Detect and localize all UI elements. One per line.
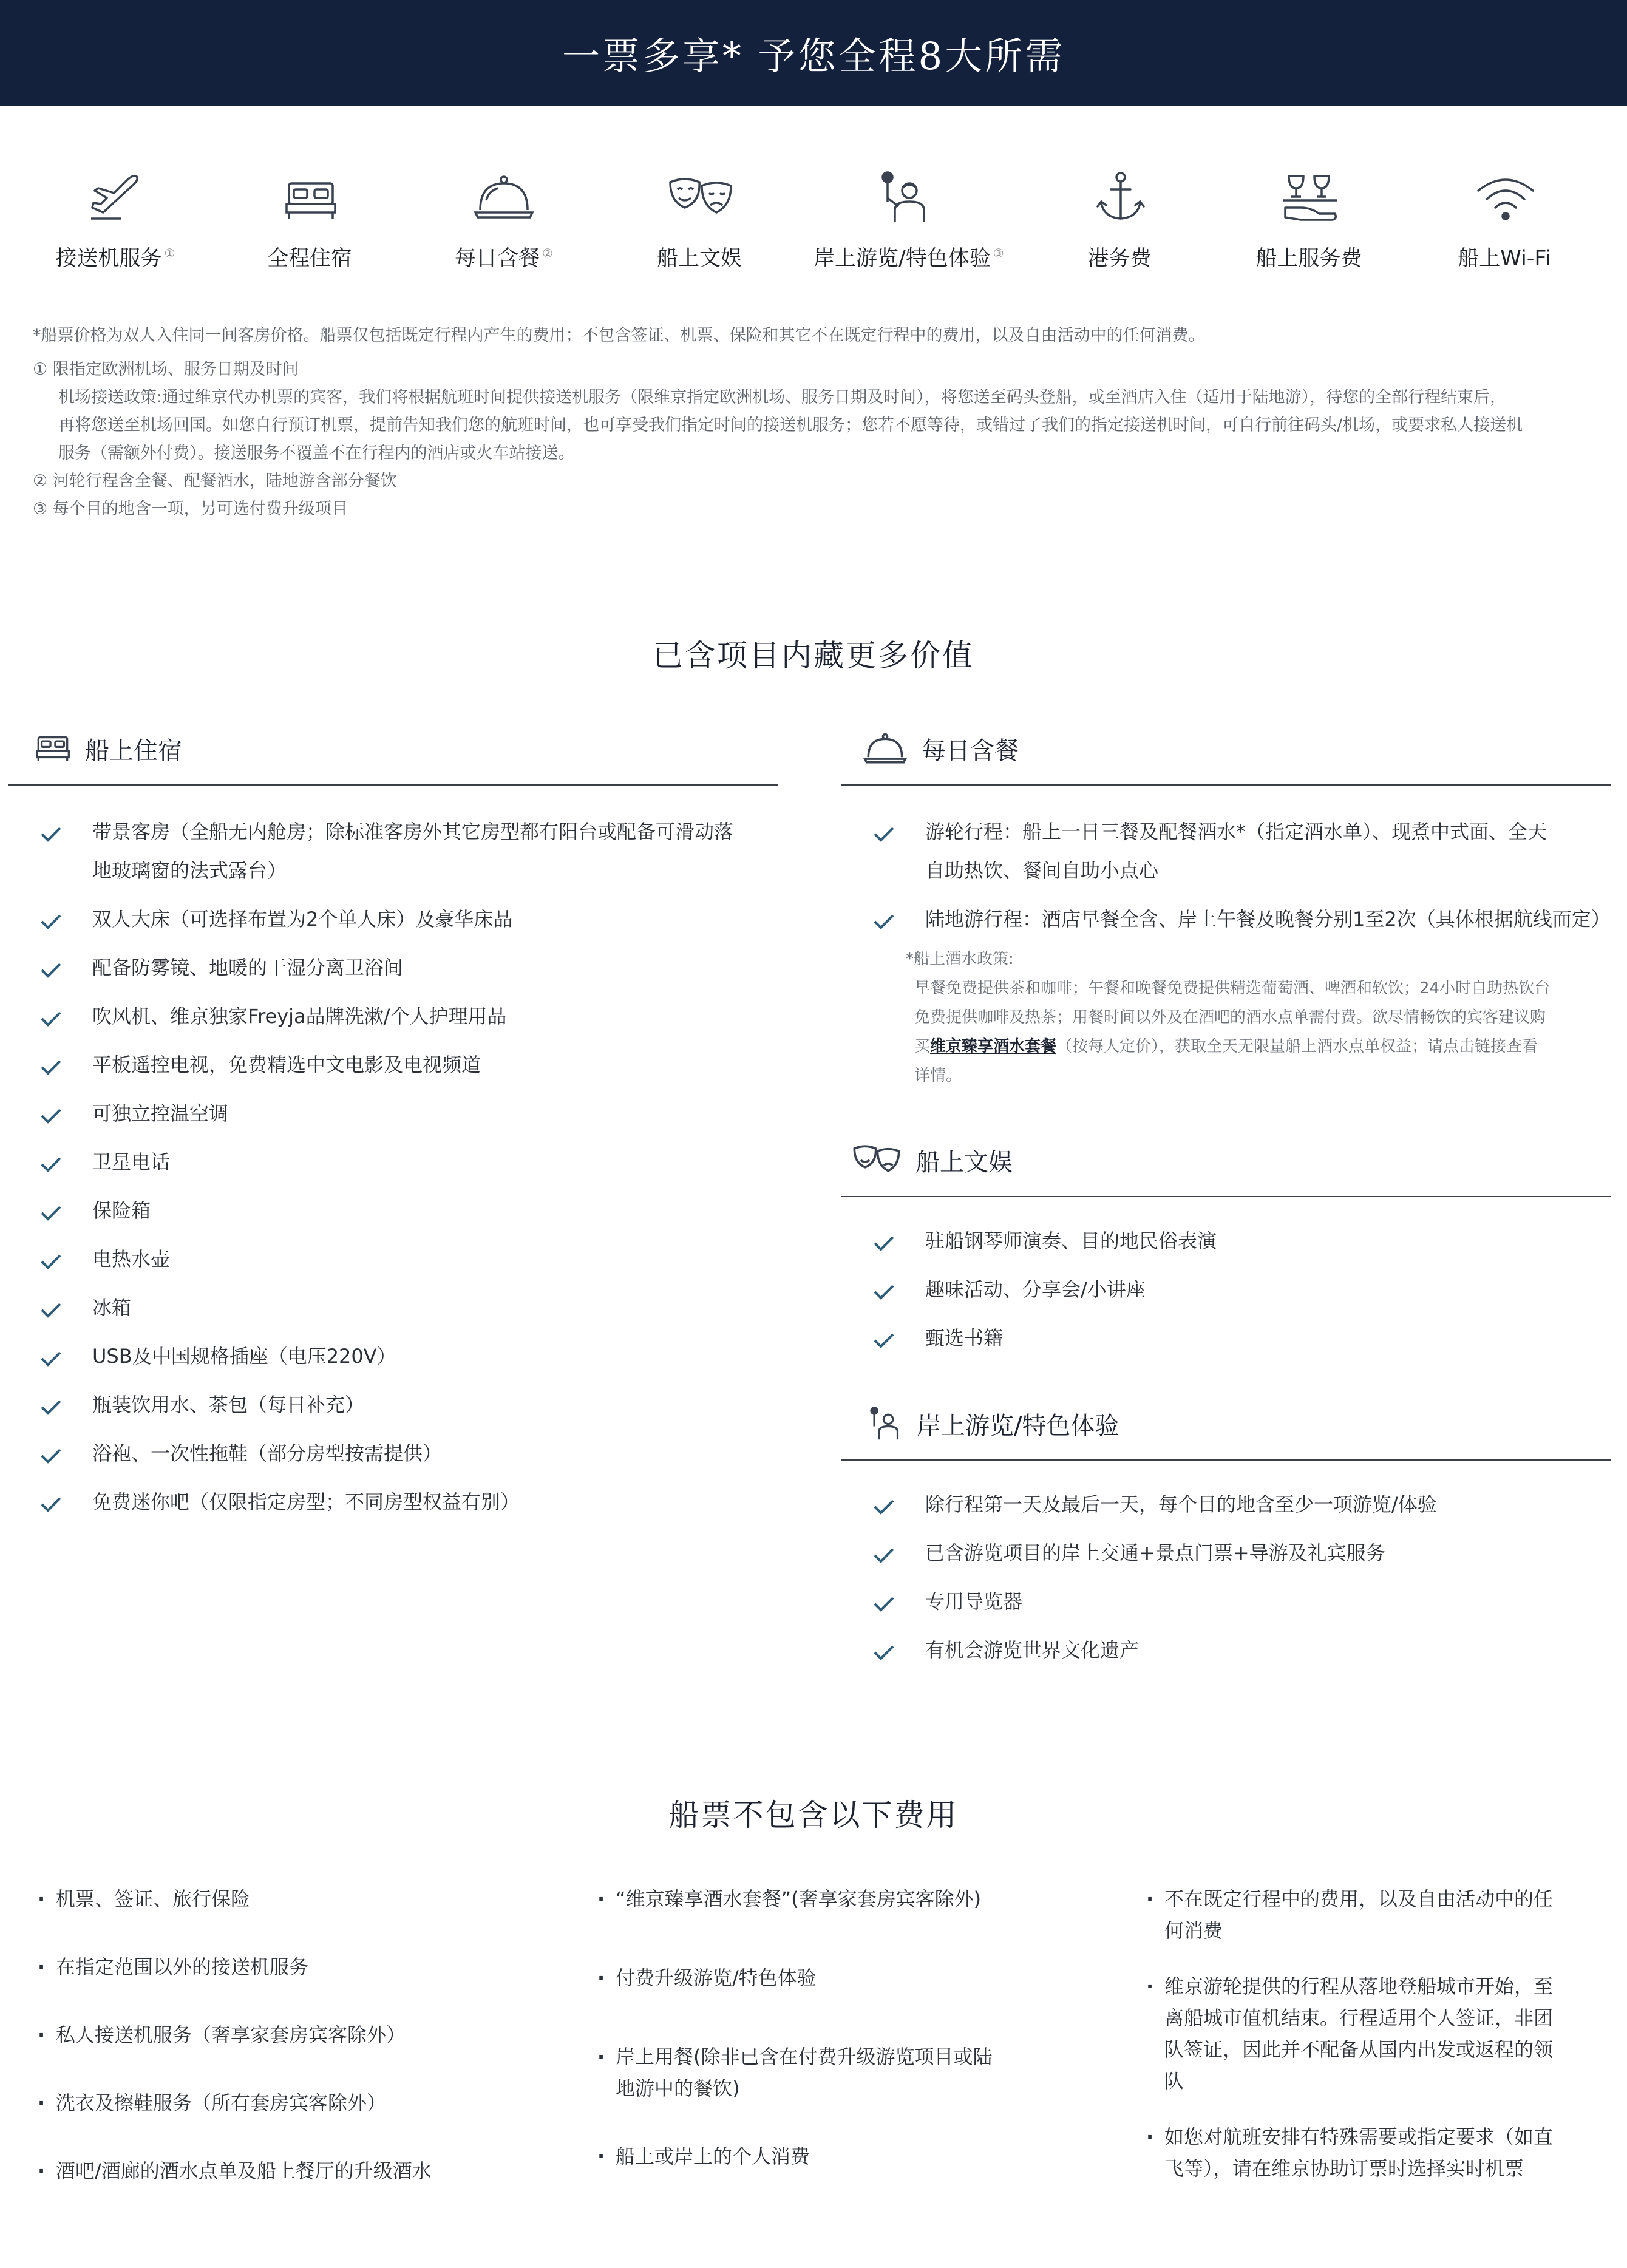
footnote-mark: ① (164, 246, 175, 261)
list-item: 浴袍、一次性拖鞋（部分房型按需提供） (40, 1434, 778, 1473)
footnote-1-line: 机场接送政策:通过维京代办机票的宾客，我们将根据航班时间提供接送机服务（限维京指定欧洲机场、服务日期及时间），将您送至码头登船，或至酒店入住（适用于陆地游），待您的全部行程结束后， (58, 388, 1507, 407)
cloche-icon (470, 170, 537, 225)
list-item: 电热水壶 (40, 1240, 778, 1278)
theater-masks-icon (850, 1142, 903, 1178)
feature-wifi (1415, 170, 1597, 272)
list-item: · “维京臻享酒水套餐”(奢享家套房宾客除外) (595, 1883, 1129, 1915)
feature-label: 每日含餐 (455, 246, 540, 271)
feature-label: 港务费 (1087, 246, 1152, 271)
check-icon (40, 1059, 62, 1076)
list-item-continuation: 自助热饮、餐间自助小点心 (925, 859, 1159, 882)
check-icon (40, 826, 62, 843)
feature-accommodation (220, 170, 402, 272)
list-item: 吹风机、维京独家Freyja品牌洗漱/个人护理用品 (40, 997, 778, 1036)
list-item: 可独立控温空调 (40, 1094, 778, 1133)
check-icon (40, 962, 62, 979)
feature-entertainment (610, 170, 792, 272)
list-item: 配备防雾镜、地暖的干湿分离卫浴间 (40, 948, 778, 987)
feature-port-fees (1030, 170, 1212, 272)
divider (841, 784, 1611, 786)
list-item: 趣味活动、分享会/小讲座 (873, 1270, 1611, 1309)
list-item: · 酒吧/酒廊的酒水点单及船上餐厅的升级酒水 (35, 2155, 569, 2187)
list-item: 免费迷你吧（仅限指定房型；不同房型权益有别） (40, 1482, 778, 1521)
list-item: 有机会游览世界文化遗产 (873, 1631, 1611, 1669)
list-item: · 在指定范围以外的接送机服务 (35, 1951, 569, 1983)
list-item: · 如您对航班安排有特殊需要或指定要求（如直 (1144, 2121, 1605, 2153)
list-item-continuation: 何消费 (1164, 1919, 1223, 1942)
excluded-col-2 (595, 1883, 1129, 2172)
divider (8, 784, 778, 786)
check-icon (873, 1547, 895, 1564)
dining-list (841, 812, 1611, 939)
check-icon (873, 1644, 895, 1661)
list-item: 专用导览器 (873, 1582, 1611, 1621)
check-icon (873, 826, 895, 843)
accommodation-list (8, 812, 778, 1521)
check-icon (40, 913, 62, 930)
list-item: · 机票、签证、旅行保险 (35, 1883, 569, 1915)
plane-icon (85, 170, 146, 225)
list-item: 游轮行程：船上一日三餐及配餐酒水*（指定酒水单）、现煮中式面、全天 (873, 812, 1611, 851)
feature-airport-transfer (24, 170, 206, 272)
excluded-section-title: 船票不包含以下费用 (668, 1798, 959, 1833)
accommodation-heading: 船上住宿 (85, 736, 182, 765)
divider (841, 1459, 1611, 1461)
dining-heading: 每日含餐 (922, 736, 1019, 765)
list-item: · 私人接送机服务（奢享家套房宾客除外） (35, 2019, 569, 2051)
tour-guide-icon (874, 170, 935, 225)
excursion-heading: 岸上游览/特色体验 (917, 1411, 1119, 1440)
wifi-icon (1472, 170, 1539, 225)
list-item: · 洗衣及擦鞋服务（所有套房宾客除外） (35, 2087, 569, 2119)
footnote-1-line: 服务（需额外付费）。接送服务不覆盖不在行程内的酒店或火车站接送。 (58, 444, 575, 463)
check-icon (40, 1302, 62, 1319)
price-note: *船票价格为双人入住同一间客房价格。船票仅包括既定行程内产生的费用；不包含签证、机票、保险和其它不在既定行程中的费用，以及自由活动中的任何消费。 (33, 326, 1205, 345)
feature-label: 岸上游览/特色体验 (814, 246, 991, 271)
banner (0, 0, 1627, 106)
list-item-continuation: 队 (1164, 2069, 1184, 2093)
list-item: · 岸上用餐(除非已含在付费升级游览项目或陆 (595, 2041, 1129, 2073)
check-icon (873, 1332, 895, 1349)
beverage-package-link[interactable]: 维京臻享酒水套餐 (930, 1037, 1057, 1056)
footnote-1-line: 再将您送至机场回国。如您自行预订机票，提前告知我们您的航班时间，也可享受我们指定时间的接送机服务；您若不愿等待，或错过了我们的指定接送机时间，可自行前往码头/机场，或要求私人接送机 (58, 416, 1523, 435)
excluded-col-1 (35, 1883, 569, 2187)
cloche-icon (861, 732, 909, 765)
list-item: 冰箱 (40, 1288, 778, 1327)
list-item: 陆地游行程：酒店早餐全含、岸上午餐及晚餐分别1至2次（具体根据航线而定） (873, 900, 1611, 939)
policy-line: 免费提供咖啡及热茶；用餐时间以外及在酒吧的酒水点单需付费。欲尽情畅饮的宾客建议购 (914, 1008, 1546, 1027)
list-item: 带景客房（全船无内舱房；除标准客房外其它房型都有阳台或配备可滑动落 (40, 812, 778, 851)
feature-label: 全程住宿 (267, 246, 352, 271)
list-item: 卫星电话 (40, 1142, 778, 1181)
list-item: · 付费升级游览/特色体验 (595, 1962, 1129, 1994)
divider (841, 1196, 1611, 1197)
beverage-policy (841, 945, 1611, 1090)
check-icon (40, 1350, 62, 1367)
check-icon (40, 1447, 62, 1464)
right-column (841, 727, 1611, 1669)
feature-label: 船上Wi-Fi (1458, 246, 1551, 271)
serving-tray-icon (1277, 170, 1343, 225)
tour-guide-icon (866, 1404, 905, 1443)
banner-title: 一票多享* 予您全程8大所需 (562, 34, 1065, 78)
entertainment-list (841, 1221, 1611, 1357)
list-item: · 不在既定行程中的费用，以及自由活动中的任 (1144, 1883, 1605, 1915)
feature-label: 船上服务费 (1255, 246, 1362, 271)
list-item-continuation: 地游中的餐饮) (616, 2077, 740, 2100)
check-icon (873, 1283, 895, 1300)
included-section-title: 已含项目内藏更多价值 (653, 638, 974, 673)
entertainment-heading: 船上文娱 (915, 1148, 1013, 1176)
list-item-continuation: 离船城市值机结束。行程适用个人签证，非团 (1164, 2006, 1554, 2029)
check-icon (40, 1496, 62, 1513)
list-item: USB及中国规格插座（电压220V） (40, 1337, 778, 1376)
list-item: 甄选书籍 (873, 1319, 1611, 1357)
check-icon (40, 1399, 62, 1416)
policy-text: （按每人定价），获取全天无限量船上酒水点单权益；请点击链接查看 (1056, 1037, 1538, 1056)
list-item: 瓶装饮用水、茶包（每日补充） (40, 1385, 778, 1424)
bed-icon (280, 170, 341, 225)
footnote-3: ③ 每个目的地含一项，另可选付费升级项目 (33, 500, 348, 518)
footnotes (33, 322, 1599, 523)
list-item: 已含游览项目的岸上交通+景点门票+导游及礼宾服务 (873, 1533, 1611, 1572)
feature-label: 船上文娱 (656, 246, 742, 271)
feature-icon-row (0, 170, 1627, 279)
accommodation-block (8, 727, 778, 1521)
excluded-col-3 (1144, 1883, 1605, 2184)
list-item: 除行程第一天及最后一天，每个目的地含至少一项游览/体验 (873, 1485, 1611, 1524)
list-item: · 维京游轮提供的行程从落地登船城市开始，至 (1144, 1971, 1605, 2002)
list-item: 平板遥控电视，免费精选中文电影及电视频道 (40, 1045, 778, 1084)
bed-icon (33, 733, 73, 764)
list-item: 双人大床（可选择布置为2个单人床）及豪华床品 (40, 900, 778, 939)
list-item: 保险箱 (40, 1191, 778, 1230)
policy-text: 买 (914, 1037, 931, 1056)
check-icon (873, 1595, 895, 1612)
theater-masks-icon (664, 170, 737, 225)
policy-title: *船上酒水政策: (906, 950, 1014, 968)
feature-daily-meals (413, 170, 595, 272)
footnote-mark: ② (542, 246, 553, 261)
check-icon (873, 1235, 895, 1252)
check-icon (40, 1156, 62, 1173)
check-icon (873, 913, 895, 930)
check-icon (40, 1107, 62, 1124)
list-item-continuation: 飞等），请在维京协助订票时选择实时机票 (1164, 2157, 1524, 2180)
footnote-2: ② 河轮行程含全餐、配餐酒水，陆地游含部分餐饮 (33, 472, 397, 491)
check-icon (873, 1498, 895, 1515)
footnote-mark: ③ (993, 246, 1004, 261)
policy-line: 详情。 (914, 1067, 962, 1085)
anchor-icon (1090, 170, 1151, 225)
check-icon (40, 1010, 62, 1027)
list-item-continuation: 队签证，因此并不配备从国内出发或返程的领 (1164, 2038, 1554, 2061)
check-icon (40, 1253, 62, 1270)
excursion-list (841, 1485, 1611, 1669)
feature-label: 接送机服务 (55, 246, 162, 271)
footnote-1-title: ① 限指定欧洲机场、服务日期及时间 (33, 360, 299, 379)
list-item: · 船上或岸上的个人消费 (595, 2141, 1129, 2172)
feature-service-fees (1219, 170, 1401, 272)
feature-shore-excursion (814, 170, 1004, 272)
list-item: 驻船钢琴师演奏、目的地民俗表演 (873, 1221, 1611, 1260)
check-icon (40, 1204, 62, 1221)
policy-line: 早餐免费提供茶和咖啡；午餐和晚餐免费提供精选葡萄酒、啤酒和软饮；24小时自助热饮台 (914, 979, 1551, 997)
list-item-continuation: 地玻璃窗的法式露台） (92, 859, 287, 882)
